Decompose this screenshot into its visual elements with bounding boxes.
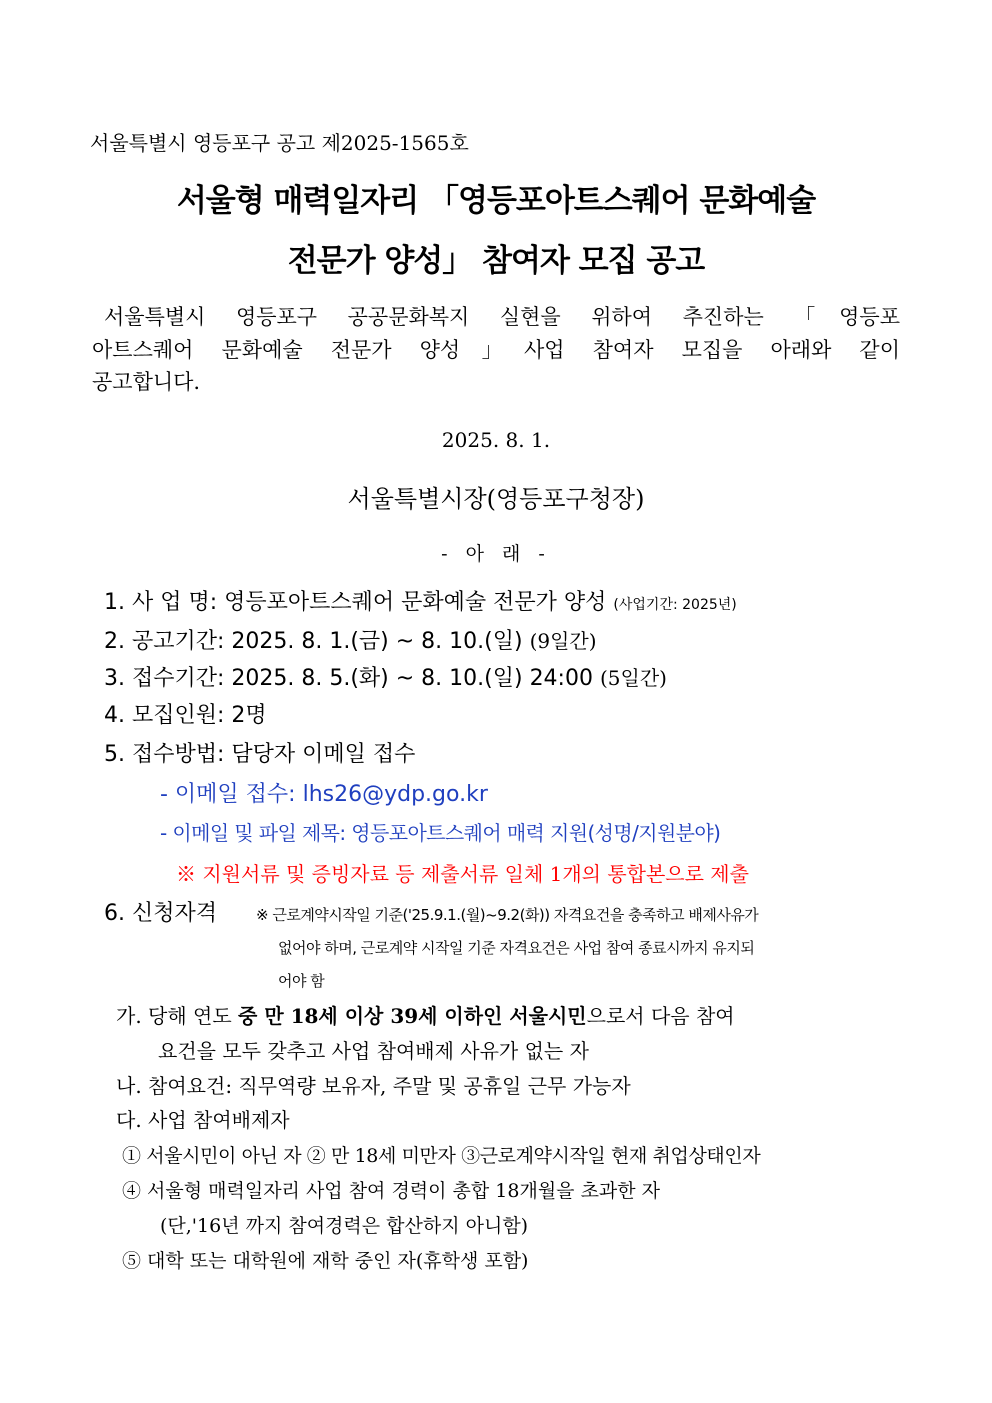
item-eligibility-label: 6. 신청자격 [104,901,217,926]
sub-item-ga-line2: 요건을 모두 갖추고 사업 참여배제 사유가 없는 자 [158,1039,589,1063]
below-heading: - 아 래 - [441,543,551,565]
sub-item-ga-bold: 중 만 18세 이상 39세 이하인 서울시민 [238,1004,587,1028]
intro-line3: 공고합니다. [92,370,201,394]
item-reception-method: 5. 접수방법: 담당자 이메일 접수 [104,742,416,767]
item-email-address: - 이메일 접수: lhs26@ydp.go.kr [160,782,488,807]
sub-item-ga-suffix: 으로서 다음 참여 [586,1004,735,1028]
sub-item-da: 다. 사업 참여배제자 [116,1108,290,1132]
exclusion-row1: ① 서울시민이 아닌 자 ② 만 18세 미만자 ③근로계약시작일 현재 취업상태인자 [122,1145,761,1167]
notice-number: 서울특별시 영등포구 공고 제2025-1565호 [90,131,469,155]
sub-item-na: 나. 참여요건: 직무역량 보유자, 주말 및 공휴일 근무 가능자 [116,1074,631,1098]
item-project-name-label: 1. 사 업 명: 영등포아트스퀘어 문화예술 전문가 양성 [104,590,607,615]
item-headcount: 4. 모집인원: 2명 [104,703,267,728]
item-reception-period [104,666,667,692]
exclusion-row3: ⑤ 대학 또는 대학원에 재학 중인 자(휴학생 포함) [122,1250,529,1272]
eligibility-note-line2: 없어야 하며, 근로계약 시작일 기준 자격요건은 사업 참여 종료시까지 유지되 [278,939,755,957]
sub-item-ga [116,1004,900,1028]
item-project-name [104,590,737,616]
item-notice-period-label: 2. 공고기간: 2025. 8. 1.(금) ~ 8. 10.(일) [104,629,523,654]
item-email-subject: - 이메일 및 파일 제목: 영등포아트스퀘어 매력 지원(성명/지원분야) [160,821,721,845]
eligibility-note-line1: ※ 근로계약시작일 기준('25.9.1.(월)~9.2(화)) 자격요건을 충족하고 배제사유가 [256,906,759,924]
submission-note: ※ 지원서류 및 증빙자료 등 제출서류 일체 1개의 통합본으로 제출 [176,862,749,886]
exclusion-row2: ④ 서울형 매력일자리 사업 참여 경력이 총합 18개월을 초과한 자 [122,1180,661,1202]
item-notice-period [104,629,597,655]
sub-item-ga-prefix: 가. 당해 연도 [116,1004,239,1028]
page-title-line1: 서울형 매력일자리 「영등포아트스퀘어 문화예술 [176,183,816,219]
eligibility-note-line3: 어야 함 [278,972,325,990]
page-title-line2: 전문가 양성」 참여자 모집 공고 [287,243,705,279]
intro-line1: 서울특별시 영등포구 공공문화복지 실현을 위하여 추진하는 「영등포 [104,305,900,329]
exclusion-row2-note: (단,'16년 까지 참여경력은 합산하지 아니함) [160,1215,529,1237]
item-reception-period-note: (5일간) [599,666,667,690]
issuer-name: 서울특별시장(영등포구청장) [347,485,645,513]
item-project-period-note: (사업기간: 2025년) [613,597,737,613]
item-notice-period-note: (9일간) [529,629,597,653]
intro-line2: 아트스퀘어 문화예술 전문가 양성」사업 참여자 모집을 아래와 같이 [92,338,900,362]
notice-date: 2025. 8. 1. [441,428,551,452]
item-reception-period-label: 3. 접수기간: 2025. 8. 5.(화) ~ 8. 10.(일) 24:00 [104,666,593,691]
